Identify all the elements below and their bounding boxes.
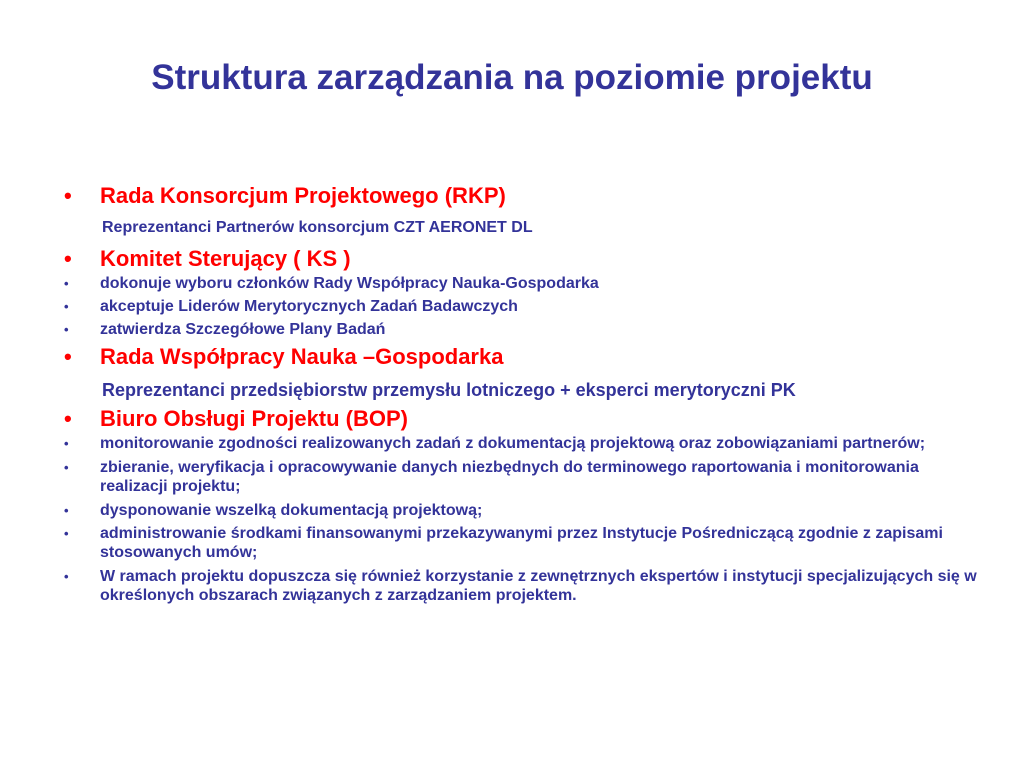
item-text: dokonuje wyboru członków Rady Współpracy Nauka-Gospodarka	[100, 275, 599, 292]
bullet-icon: •	[64, 276, 69, 291]
list-item-rkp-desc	[60, 218, 980, 238]
bullet-icon: •	[64, 436, 69, 451]
list-item-ks-2	[60, 297, 980, 316]
bullet-icon: •	[64, 503, 69, 518]
item-heading: Biuro Obsługi Projektu (BOP)	[100, 406, 409, 431]
list-item-bop-4	[60, 524, 980, 562]
item-text: monitorowanie zgodności realizowanych zadań z dokumentacją projektową oraz zobowiązaniami partnerów;	[100, 435, 926, 452]
list-item-ks-3	[60, 320, 980, 339]
bullet-icon: •	[64, 299, 69, 314]
list-item-ks	[60, 244, 980, 274]
list-item-bop-1	[60, 434, 980, 453]
item-text: W ramach projektu dopuszcza się również korzystanie z zewnętrznych ekspertów i instytucji specjalizujących się w określonych obszarach związanych z zarządzaniem projektem.	[100, 568, 977, 604]
bullet-icon: •	[64, 460, 69, 475]
bullet-icon: •	[64, 322, 69, 337]
bullet-icon: •	[64, 526, 69, 541]
item-description: Reprezentanci przedsiębiorstw przemysłu lotniczego + eksperci merytoryczni PK	[102, 380, 796, 400]
list-item-bop-3	[60, 501, 980, 520]
list-item-rwng-desc	[60, 380, 980, 400]
bullet-icon: •	[64, 406, 72, 431]
item-text: dysponowanie wszelką dokumentacją projektową;	[100, 502, 483, 519]
bullet-list	[60, 181, 980, 605]
item-description: Reprezentanci Partnerów konsorcjum CZT AERONET DL	[102, 219, 533, 236]
item-text: administrowanie środkami finansowanymi przekazywanymi przez Instytucje Pośredniczącą zgodnie z zapisami stosowanych umów;	[100, 525, 943, 561]
list-item-bop-2	[60, 458, 980, 496]
list-item-bop	[60, 404, 980, 434]
list-item-ks-1	[60, 274, 980, 293]
item-heading: Rada Współpracy Nauka –Gospodarka	[100, 344, 504, 369]
bullet-icon: •	[64, 344, 72, 369]
list-item-rkp	[60, 181, 980, 211]
bullet-icon: •	[64, 246, 72, 271]
slide-title: Struktura zarządzania na poziomie projektu	[151, 58, 873, 97]
item-text: akceptuje Liderów Merytorycznych Zadań Badawczych	[100, 298, 518, 315]
item-text: zbieranie, weryfikacja i opracowywanie danych niezbędnych do terminowego raportowania i monitorowania realizacji projektu;	[100, 459, 919, 495]
bullet-icon: •	[64, 569, 69, 584]
item-text: zatwierdza Szczegółowe Plany Badań	[100, 321, 386, 338]
list-item-bop-5	[60, 567, 980, 605]
item-heading: Komitet Sterujący ( KS )	[100, 246, 351, 271]
item-heading: Rada Konsorcjum Projektowego (RKP)	[100, 183, 506, 208]
list-item-rwng	[60, 342, 980, 372]
bullet-icon: •	[64, 183, 72, 208]
